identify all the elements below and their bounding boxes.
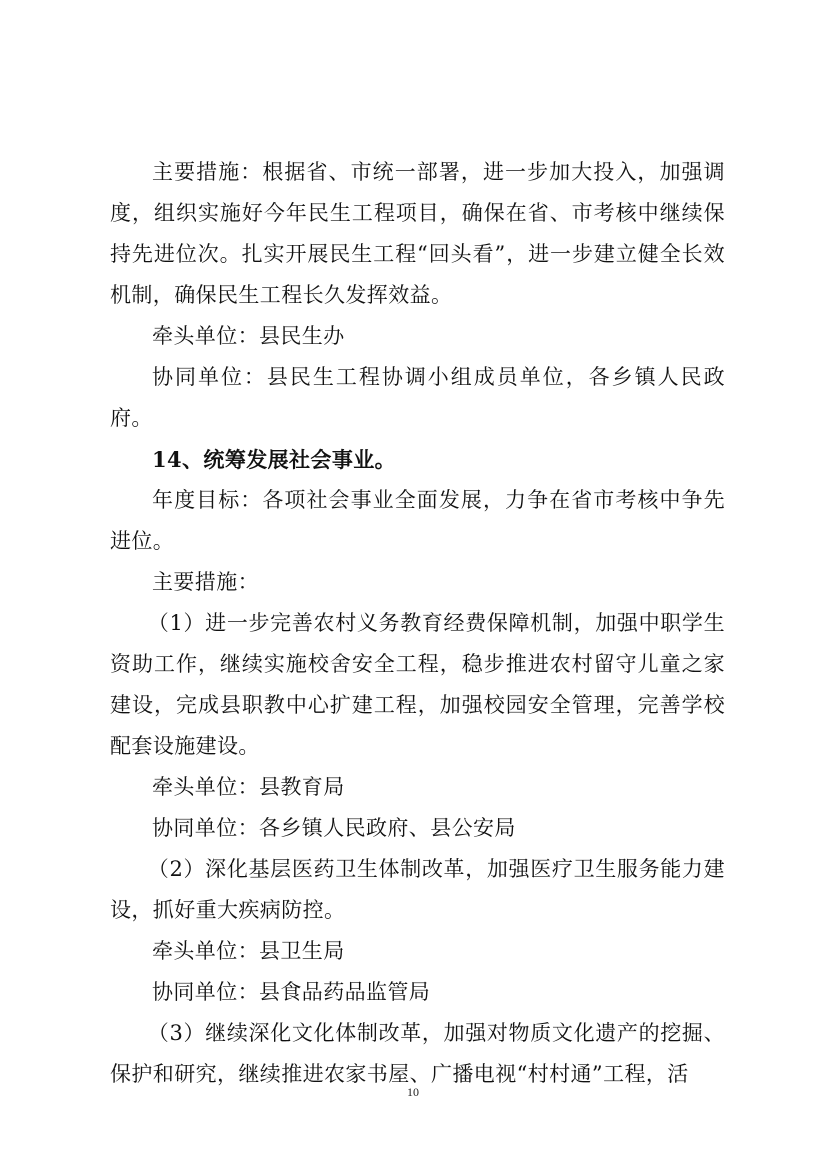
- document-body: [110, 152, 725, 1095]
- paragraph-main-measures: 主要措施：根据省、市统一部署，进一步加大投入，加强调度，组织实施好今年民生工程项目，确保在省、市考核中继续保持先进位次。扎实开展民生工程“回头看”，进一步建立健全长效机制，确保民生工程长久发挥效益。: [110, 160, 725, 307]
- paragraph-lead-unit-education: 牵头单位：县教育局: [152, 775, 345, 799]
- paragraph-coop-unit-health: 协同单位：县食品药品监管局: [152, 980, 431, 1004]
- section-heading-14: 14、统筹发展社会事业。: [152, 447, 397, 472]
- paragraph-main-measures-label: 主要措施：: [152, 570, 259, 594]
- list-item-education: （1）进一步完善农村义务教育经费保障机制，加强中职学生资助工作，继续实施校舍安全工程，稳步推进农村留守儿童之家建设，完成县职教中心扩建工程，加强校园安全管理，完善学校配套设施建设。: [110, 611, 725, 758]
- paragraph-annual-goal: 年度目标：各项社会事业全面发展，力争在省市考核中争先进位。: [110, 488, 725, 553]
- list-item-health: （2）深化基层医药卫生体制改革，加强医疗卫生服务能力建设，抓好重大疾病防控。: [110, 857, 725, 922]
- page-number: 10: [407, 1085, 419, 1099]
- paragraph-coop-unit: 协同单位：县民生工程协调小组成员单位，各乡镇人民政府。: [110, 365, 725, 430]
- paragraph-lead-unit-health: 牵头单位：县卫生局: [152, 939, 345, 963]
- list-item-culture: （3）继续深化文化体制改革，加强对物质文化遗产的挖掘、保护和研究，继续推进农家书屋、广播电视“村村通”工程，活: [110, 1021, 725, 1086]
- paragraph-coop-unit-education: 协同单位：各乡镇人民政府、县公安局: [152, 816, 516, 840]
- paragraph-lead-unit: 牵头单位：县民生办: [152, 324, 345, 348]
